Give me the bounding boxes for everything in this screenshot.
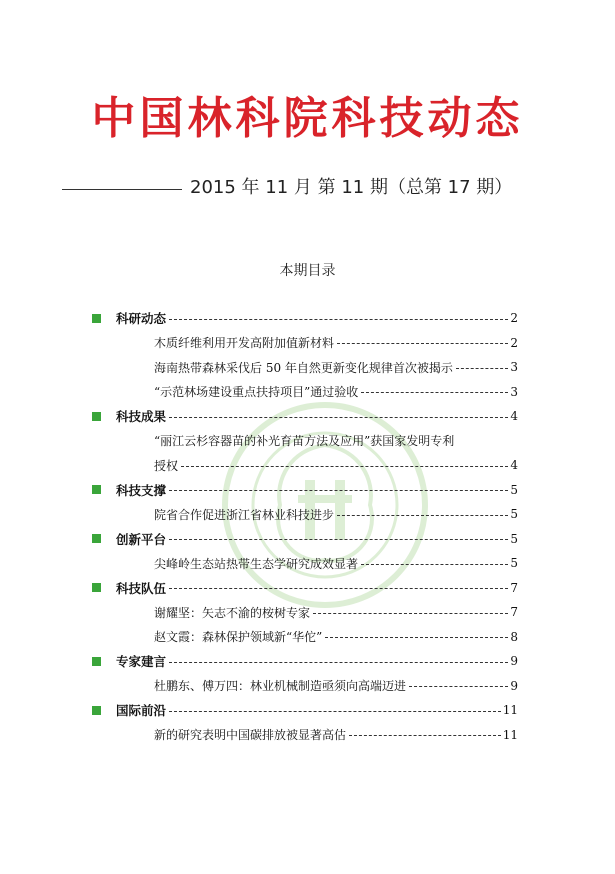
entry-title: “示范林场建设重点扶持项目”通过验收 bbox=[154, 385, 359, 400]
page-number: 4 bbox=[510, 458, 518, 473]
section-bullet-icon bbox=[92, 583, 101, 592]
leader-dots bbox=[313, 613, 508, 614]
toc-entry[interactable] bbox=[92, 502, 518, 527]
toc-entry[interactable] bbox=[92, 380, 518, 405]
toc-section[interactable] bbox=[92, 404, 518, 429]
page-number: 7 bbox=[510, 605, 518, 620]
leader-dots bbox=[169, 662, 508, 663]
leader-dots bbox=[456, 368, 508, 369]
page-number: 5 bbox=[510, 482, 518, 497]
section-title: 科研动态 bbox=[116, 311, 167, 327]
leader-dots bbox=[169, 711, 501, 712]
leader-dots bbox=[169, 588, 508, 589]
page-number: 3 bbox=[510, 384, 518, 399]
toc-section[interactable] bbox=[92, 306, 518, 331]
leader-dots bbox=[181, 466, 508, 467]
page-number: 5 bbox=[510, 507, 518, 522]
issue-rule bbox=[62, 189, 182, 190]
toc-section[interactable] bbox=[92, 576, 518, 601]
entry-title: 院省合作促进浙江省林业科技进步 bbox=[154, 507, 335, 522]
entry-title: 授权 bbox=[154, 458, 179, 473]
toc-entry[interactable] bbox=[92, 331, 518, 356]
page-number: 9 bbox=[510, 654, 518, 669]
leader-dots bbox=[169, 417, 508, 418]
entry-title: 新的研究表明中国碳排放被显著高估 bbox=[154, 728, 347, 743]
section-bullet-icon bbox=[92, 314, 101, 323]
toc-section[interactable] bbox=[92, 649, 518, 674]
page-number: 5 bbox=[510, 556, 518, 571]
section-bullet-icon bbox=[92, 657, 101, 666]
section-title: 专家建言 bbox=[116, 654, 167, 670]
page-number: 11 bbox=[502, 727, 518, 742]
section-title: 科技成果 bbox=[116, 409, 167, 425]
entry-title: 尖峰岭生态站热带生态学研究成效显著 bbox=[154, 556, 359, 571]
toc-title: 本期目录 bbox=[279, 263, 336, 279]
section-title: 科技支撑 bbox=[116, 482, 167, 498]
leader-dots bbox=[337, 515, 508, 516]
masthead-title: 中国林科院科技动态 bbox=[91, 93, 524, 144]
section-title: 创新平台 bbox=[116, 531, 167, 547]
page-number: 5 bbox=[510, 531, 518, 546]
leader-dots bbox=[409, 686, 508, 687]
page-number: 4 bbox=[510, 409, 518, 424]
leader-dots bbox=[169, 490, 508, 491]
page-number: 2 bbox=[510, 335, 518, 350]
section-title: 科技队伍 bbox=[116, 580, 167, 596]
leader-dots bbox=[361, 392, 508, 393]
leader-dots bbox=[361, 564, 508, 565]
leader-dots bbox=[169, 539, 508, 540]
toc-section[interactable] bbox=[92, 478, 518, 503]
section-bullet-icon bbox=[92, 485, 101, 494]
section-bullet-icon bbox=[92, 534, 101, 543]
page-number: 3 bbox=[510, 360, 518, 375]
leader-dots bbox=[337, 343, 508, 344]
toc-entry-line[interactable]: “丽江云杉容器苗的补光育苗方法及应用”获国家发明专利 bbox=[154, 434, 455, 449]
toc-entry[interactable] bbox=[92, 355, 518, 380]
toc-entry[interactable] bbox=[92, 453, 518, 478]
section-bullet-icon bbox=[92, 706, 101, 715]
toc-entry[interactable] bbox=[92, 674, 518, 699]
entry-title: 海南热带森林采伐后 50 年自然更新变化规律首次被揭示 bbox=[154, 360, 453, 375]
entry-title: 谢耀坚：矢志不渝的桉树专家 bbox=[154, 605, 311, 620]
toc-entry[interactable] bbox=[92, 723, 518, 748]
leader-dots bbox=[325, 637, 508, 638]
toc-entry[interactable] bbox=[92, 551, 518, 576]
toc-entry[interactable] bbox=[92, 600, 518, 625]
page-number: 9 bbox=[510, 678, 518, 693]
page-number: 7 bbox=[510, 580, 518, 595]
toc-section[interactable] bbox=[92, 527, 518, 552]
toc-entry[interactable] bbox=[92, 625, 518, 650]
entry-title: 杜鹏东、傅万四：林业机械制造亟须向高端迈进 bbox=[154, 679, 407, 694]
leader-dots bbox=[169, 319, 508, 320]
table-of-contents bbox=[92, 306, 518, 747]
toc-section[interactable] bbox=[92, 698, 518, 723]
page-number: 8 bbox=[510, 629, 518, 644]
issue-number: 2015 年 11 月 第 11 期（总第 17 期） bbox=[190, 177, 513, 198]
entry-title: 木质纤维利用开发高附加值新材料 bbox=[154, 336, 335, 351]
section-title: 国际前沿 bbox=[116, 703, 167, 719]
page-number: 11 bbox=[502, 703, 518, 718]
section-bullet-icon bbox=[92, 412, 101, 421]
leader-dots bbox=[349, 735, 501, 736]
issue-line bbox=[62, 171, 522, 201]
page-number: 2 bbox=[510, 311, 518, 326]
entry-title: 赵文霞：森林保护领域新“华佗” bbox=[154, 630, 323, 645]
